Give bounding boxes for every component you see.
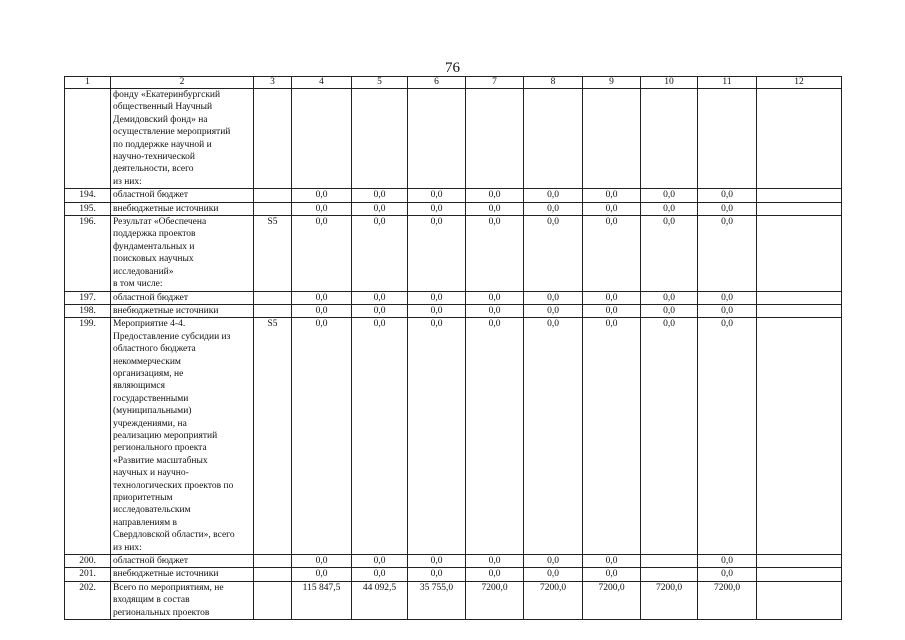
value-cell: 0,0: [408, 304, 466, 317]
value-cell: 0,0: [292, 189, 352, 202]
column-12-cell: [757, 216, 842, 291]
header-cell: 5: [352, 77, 408, 89]
value-cell: 0,0: [698, 568, 757, 581]
value-cell: 0,0: [524, 189, 583, 202]
value-cell: 0,0: [698, 216, 757, 291]
row-name-cell: внебюджетные источники: [111, 568, 254, 581]
row-name-cell: Всего по мероприятиям, не входящим в состав региональных проектов: [111, 581, 254, 619]
page-number: 76: [445, 60, 460, 76]
row-code-cell: [254, 581, 292, 619]
value-cell: [641, 89, 698, 189]
header-cell: 4: [292, 77, 352, 89]
row-name-cell: областной бюджет: [111, 291, 254, 304]
row-number-cell: 194.: [65, 189, 111, 202]
table-header: [65, 77, 842, 89]
row-code-cell: [254, 202, 292, 215]
value-cell: 0,0: [292, 568, 352, 581]
value-cell: 0,0: [408, 189, 466, 202]
value-cell: 7200,0: [641, 581, 698, 619]
value-cell: 0,0: [352, 304, 408, 317]
value-cell: 0,0: [698, 202, 757, 215]
value-cell: 0,0: [698, 555, 757, 568]
value-cell: 0,0: [408, 318, 466, 555]
value-cell: 7200,0: [698, 581, 757, 619]
table-row: [65, 318, 842, 555]
header-cell: 12: [757, 77, 842, 89]
column-12-cell: [757, 202, 842, 215]
value-cell: [408, 89, 466, 189]
header-cell: 9: [583, 77, 641, 89]
value-cell: 35 755,0: [408, 581, 466, 619]
value-cell: [641, 568, 698, 581]
value-cell: 0,0: [524, 304, 583, 317]
value-cell: 0,0: [466, 216, 524, 291]
table-body: [65, 89, 842, 620]
value-cell: 0,0: [583, 189, 641, 202]
value-cell: 0,0: [698, 318, 757, 555]
header-cell: 7: [466, 77, 524, 89]
table-row: [65, 568, 842, 581]
row-name-cell: Результат «Обеспечена поддержка проектов фундаментальных и поисковых научных исследований» в том числе:: [111, 216, 254, 291]
value-cell: 0,0: [641, 291, 698, 304]
row-number-cell: 196.: [65, 216, 111, 291]
value-cell: 0,0: [292, 555, 352, 568]
value-cell: 0,0: [583, 291, 641, 304]
value-cell: [698, 89, 757, 189]
column-12-cell: [757, 291, 842, 304]
value-cell: 0,0: [466, 189, 524, 202]
value-cell: [583, 89, 641, 189]
row-name-cell: областной бюджет: [111, 189, 254, 202]
row-code-cell: [254, 304, 292, 317]
value-cell: 0,0: [292, 318, 352, 555]
value-cell: 0,0: [292, 216, 352, 291]
value-cell: 0,0: [524, 318, 583, 555]
value-cell: 0,0: [408, 216, 466, 291]
value-cell: 0,0: [524, 291, 583, 304]
value-cell: 0,0: [698, 189, 757, 202]
row-code-cell: [254, 291, 292, 304]
value-cell: 0,0: [641, 318, 698, 555]
value-cell: 0,0: [583, 216, 641, 291]
column-12-cell: [757, 189, 842, 202]
header-cell: 6: [408, 77, 466, 89]
row-code-cell: S5: [254, 318, 292, 555]
value-cell: 0,0: [408, 568, 466, 581]
column-12-cell: [757, 568, 842, 581]
value-cell: 115 847,5: [292, 581, 352, 619]
header-cell: 10: [641, 77, 698, 89]
row-number-cell: 197.: [65, 291, 111, 304]
table-row: [65, 291, 842, 304]
header-cell: 8: [524, 77, 583, 89]
row-number-cell: 195.: [65, 202, 111, 215]
row-number-cell: 199.: [65, 318, 111, 555]
value-cell: 0,0: [352, 555, 408, 568]
value-cell: 0,0: [352, 216, 408, 291]
value-cell: 0,0: [641, 202, 698, 215]
value-cell: 44 092,5: [352, 581, 408, 619]
column-12-cell: [757, 555, 842, 568]
value-cell: 0,0: [524, 216, 583, 291]
value-cell: 0,0: [408, 555, 466, 568]
column-12-cell: [757, 581, 842, 619]
header-cell: 3: [254, 77, 292, 89]
value-cell: 0,0: [641, 216, 698, 291]
table-row: [65, 216, 842, 291]
row-number-cell: 198.: [65, 304, 111, 317]
value-cell: 0,0: [698, 291, 757, 304]
value-cell: 0,0: [698, 304, 757, 317]
value-cell: 0,0: [641, 304, 698, 317]
value-cell: 0,0: [466, 304, 524, 317]
header-cell: 1: [65, 77, 111, 89]
table-row: [65, 189, 842, 202]
header-row: [65, 77, 842, 89]
header-cell: 2: [111, 77, 254, 89]
row-name-cell: Мероприятие 4-4. Предоставление субсидии из областного бюджета некоммерческим организациям, не являющимся государственными (муниципальными) учреждениями, на реализацию мероприятий регионального проекта «Развитие масштабных научных и научно- технологических проектов по приоритетным исследовательским направлениям в Свердловской области», всего из них:: [111, 318, 254, 555]
row-code-cell: [254, 189, 292, 202]
row-number-cell: 201.: [65, 568, 111, 581]
header-cell: 11: [698, 77, 757, 89]
row-code-cell: S5: [254, 216, 292, 291]
value-cell: 7200,0: [466, 581, 524, 619]
budget-table: [64, 76, 842, 620]
value-cell: 7200,0: [583, 581, 641, 619]
value-cell: 0,0: [292, 304, 352, 317]
value-cell: 0,0: [352, 568, 408, 581]
value-cell: 0,0: [466, 318, 524, 555]
value-cell: 7200,0: [524, 581, 583, 619]
column-12-cell: [757, 89, 842, 189]
table-row: [65, 581, 842, 619]
table-row: [65, 304, 842, 317]
row-name-cell: внебюджетные источники: [111, 304, 254, 317]
value-cell: 0,0: [524, 568, 583, 581]
value-cell: 0,0: [408, 202, 466, 215]
column-12-cell: [757, 304, 842, 317]
value-cell: 0,0: [466, 568, 524, 581]
value-cell: 0,0: [524, 202, 583, 215]
column-12-cell: [757, 318, 842, 555]
value-cell: 0,0: [352, 291, 408, 304]
value-cell: 0,0: [408, 291, 466, 304]
value-cell: 0,0: [583, 318, 641, 555]
value-cell: 0,0: [352, 189, 408, 202]
value-cell: 0,0: [641, 189, 698, 202]
value-cell: [292, 89, 352, 189]
value-cell: 0,0: [583, 568, 641, 581]
row-number-cell: [65, 89, 111, 189]
value-cell: 0,0: [352, 318, 408, 555]
value-cell: 0,0: [466, 291, 524, 304]
table-row: [65, 202, 842, 215]
row-code-cell: [254, 555, 292, 568]
row-code-cell: [254, 89, 292, 189]
value-cell: 0,0: [352, 202, 408, 215]
value-cell: 0,0: [292, 202, 352, 215]
row-name-cell: областной бюджет: [111, 555, 254, 568]
value-cell: 0,0: [466, 202, 524, 215]
table-row: [65, 555, 842, 568]
value-cell: 0,0: [583, 304, 641, 317]
table-row: [65, 89, 842, 189]
row-name-cell: внебюджетные источники: [111, 202, 254, 215]
row-number-cell: 200.: [65, 555, 111, 568]
row-number-cell: 202.: [65, 581, 111, 619]
value-cell: 0,0: [524, 555, 583, 568]
row-name-cell: фонду «Екатеринбургский общественный Научный Демидовский фонд» на осуществление мероприятий по поддержке научной и научно-технической деятельности, всего из них:: [111, 89, 254, 189]
value-cell: 0,0: [466, 555, 524, 568]
value-cell: [466, 89, 524, 189]
value-cell: 0,0: [583, 555, 641, 568]
value-cell: 0,0: [583, 202, 641, 215]
value-cell: [352, 89, 408, 189]
value-cell: [524, 89, 583, 189]
value-cell: 0,0: [292, 291, 352, 304]
row-code-cell: [254, 568, 292, 581]
value-cell: [641, 555, 698, 568]
